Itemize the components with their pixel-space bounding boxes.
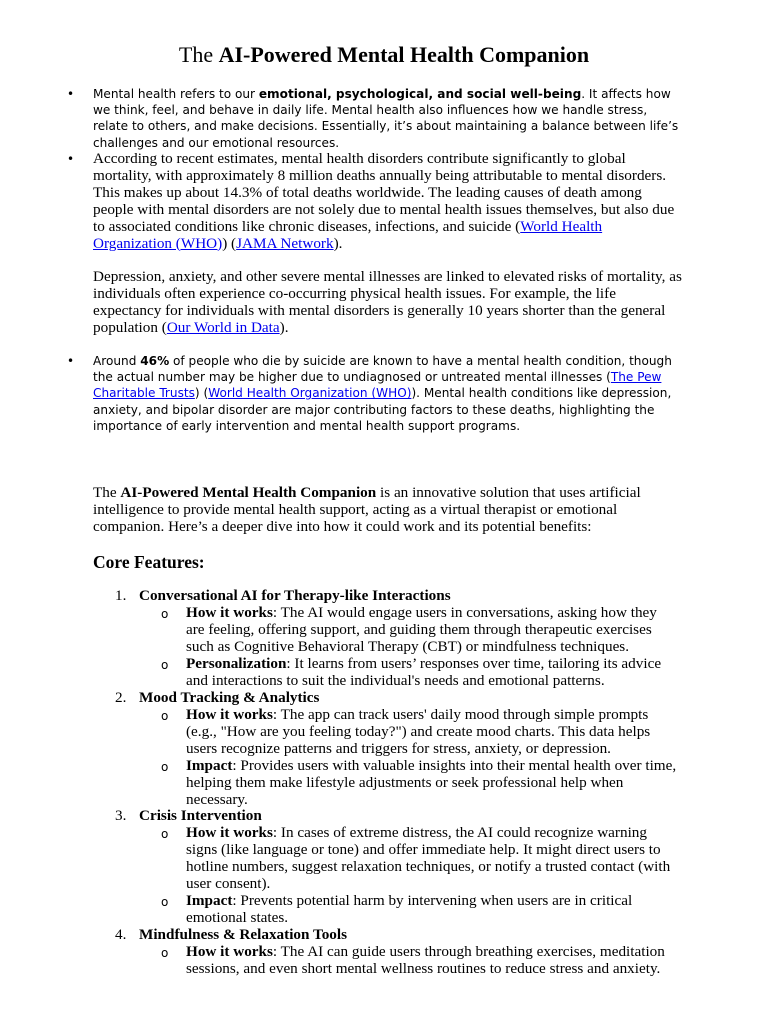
feature-number: 2. <box>115 689 127 706</box>
feature-3-sub-2 <box>161 892 678 927</box>
sub-bullet-glyph: o <box>161 895 169 909</box>
feature-item-3 <box>115 807 679 825</box>
feature-2-sub-1 <box>161 706 678 758</box>
bullet-glyph: • <box>67 152 75 166</box>
bullet-item-3 <box>67 353 683 434</box>
feature-title: Crisis Intervention <box>139 807 262 824</box>
who-link-2[interactable]: World Health Organization (WHO) <box>208 386 412 401</box>
feature-number: 1. <box>115 587 127 604</box>
sub-label: How it works <box>186 824 273 841</box>
title-bold: AI-Powered Mental Health Companion <box>218 42 590 67</box>
sub-label: Impact <box>186 757 233 774</box>
sub-bullet-glyph: o <box>161 946 169 960</box>
who-link[interactable]: World Health Organization (WHO) <box>93 217 603 252</box>
bullet-2-paragraph-2 <box>93 269 683 337</box>
bullet-item-1 <box>67 86 683 151</box>
intro-text-cont: is an innovative solution that uses artificial intelligence to provide mental health support, acting as a virtual therapist or emotional companion. Here’s a deeper dive into how it could work and its potential benefits: <box>93 484 641 535</box>
intro-bold: AI-Powered Mental Health Companion <box>120 484 377 501</box>
sub-text: : Provides users with valuable insights into their mental health over time, helping them make lifestyle adjustments or seek professional help when necessary. <box>186 757 677 808</box>
sub-label: Personalization <box>186 655 287 672</box>
sub-bullet-glyph: o <box>161 658 169 672</box>
bullet-2-end: ). <box>333 234 343 252</box>
bullet-item-2 <box>67 150 683 337</box>
bullet-3-end: ). Mental health conditions like depression, anxiety, and bipolar disorder are major contributing factors to these deaths, highlighting the importance of early intervention and mental health support programs. <box>93 386 672 433</box>
feature-title: Conversational AI for Therapy-like Interactions <box>139 587 451 604</box>
our-world-in-data-link[interactable]: Our World in Data <box>166 319 280 337</box>
pew-link[interactable]: The Pew Charitable Trusts <box>93 370 662 401</box>
feature-1-sub-2 <box>161 655 678 690</box>
feature-number: 3. <box>115 807 127 824</box>
sub-bullet-glyph: o <box>161 709 169 723</box>
feature-4-sub-1 <box>161 943 678 978</box>
sub-text: : It learns from users’ responses over time, tailoring its advice and interactions to suit the individual's needs and emotional patterns. <box>186 655 662 689</box>
title-prefix: The <box>178 42 219 67</box>
feature-item-4 <box>115 926 679 944</box>
bullet-2-sep: ) ( <box>222 234 237 252</box>
feature-item-2 <box>115 689 679 707</box>
bullet-1-text: Mental health refers to our <box>93 87 259 101</box>
sub-text: : The AI would engage users in conversations, asking how they are feeling, offering support, and guiding them through therapeutic exercises such as Cognitive Behavioral Therapy (CBT) or mindfulness techniques. <box>186 604 657 655</box>
bullet-1-text-cont: . It affects how we think, feel, and behave in daily life. Mental health also influences how we handle stress, relate to others, and make decisions. Essentially, it’s about maintaining a balance between life’s challenges and our emotional resources. <box>93 87 679 150</box>
sub-text: : In cases of extreme distress, the AI could recognize warning signs (like language or tone) and offer immediate help. It might direct users to hotline numbers, suggest relaxation techniques, or notify a trusted contact (with user consent). <box>186 824 671 892</box>
bullet-2-text: According to recent estimates, mental health disorders contribute significantly to global mortality, with approximately 8 million deaths annually being attributable to mental disorders. This makes up about 14.3% of total deaths worldwide. The leading causes of death among people with mental disorders are not solely due to mental health issues themselves, but also due to associated conditions like chronic diseases, infections, and suicide ( <box>93 150 675 235</box>
bullet-3-sep: ) ( <box>194 386 209 401</box>
sub-label: How it works <box>186 706 273 723</box>
bullet-glyph: • <box>67 354 75 368</box>
feature-number: 4. <box>115 926 127 943</box>
sub-text: : The AI can guide users through breathing exercises, meditation sessions, and even short mental wellness routines to reduce stress and anxiety. <box>186 943 665 977</box>
sub-label: How it works <box>186 604 273 621</box>
bullet-2-p2-text: Depression, anxiety, and other severe mental illnesses are linked to elevated risks of mortality, as individuals often experience co-occurring physical health issues. For example, the life expectancy for individuals with mental disorders is generally 10 years shorter than the general population ( <box>93 268 682 337</box>
bullet-2-p2-end: ). <box>279 319 289 337</box>
sub-text: : Prevents potential harm by intervening when users are in critical emotional states. <box>186 892 633 926</box>
bullet-1-bold: emotional, psychological, and social well-being <box>258 87 582 101</box>
feature-title: Mindfulness & Relaxation Tools <box>139 926 348 943</box>
feature-item-1 <box>115 587 679 605</box>
sub-text: : The app can track users' daily mood through simple prompts (e.g., "How are you feeling today?") and create mood charts. This data helps users recognize patterns and triggers for stress, anxiety, or depression. <box>186 706 651 757</box>
sub-label: How it works <box>186 943 273 960</box>
feature-1-sub-1 <box>161 604 678 656</box>
sub-bullet-glyph: o <box>161 827 169 841</box>
feature-2-sub-2 <box>161 757 678 809</box>
core-features-heading: Core Features: <box>93 552 205 572</box>
bullet-glyph: • <box>67 87 75 101</box>
bullet-3-text: Around <box>93 354 141 368</box>
bullet-2-paragraph-1 <box>93 151 683 252</box>
bullet-3-bold: 46% <box>140 354 170 368</box>
intro-paragraph <box>93 485 668 536</box>
page-title <box>0 42 768 68</box>
sub-bullet-glyph: o <box>161 607 169 621</box>
sub-bullet-glyph: o <box>161 760 169 774</box>
feature-title: Mood Tracking & Analytics <box>139 689 320 706</box>
bullet-3-text-cont: of people who die by suicide are known to have a mental health condition, though the actual number may be higher due to undiagnosed or untreated mental illnesses ( <box>93 354 672 385</box>
feature-3-sub-1 <box>161 824 678 893</box>
intro-text: The <box>93 484 121 501</box>
jama-link[interactable]: JAMA Network <box>236 234 334 252</box>
sub-label: Impact <box>186 892 233 909</box>
